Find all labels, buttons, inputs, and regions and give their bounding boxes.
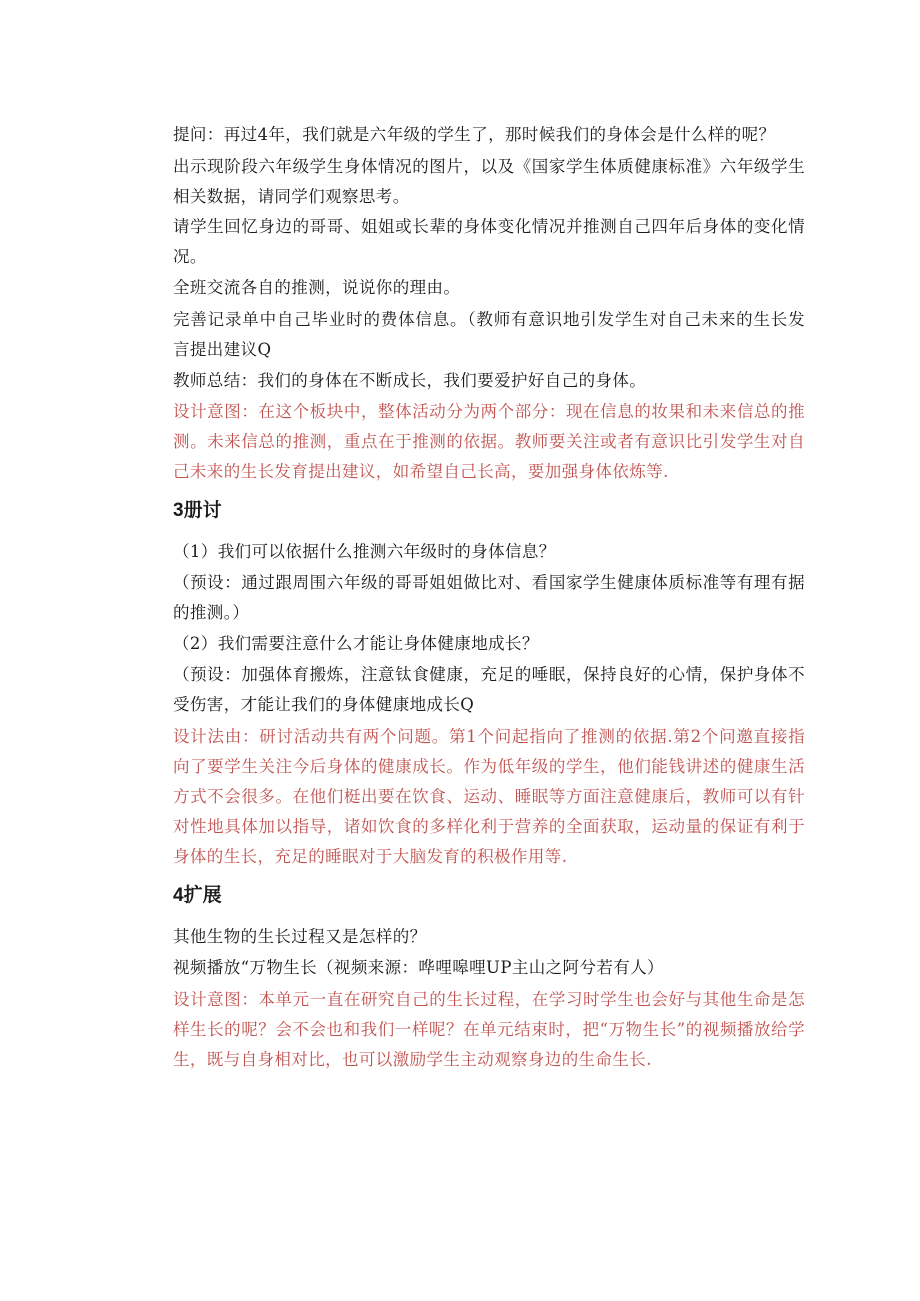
- paragraph-teacher-summary: 教师总结：我们的身体在不断成长，我们要爱护好自己的身体。: [173, 371, 647, 390]
- discussion-answer-1: （预设：通过跟周围六年级的哥哥姐姐做比对、看国家学生健康体质标准等有理有据的推测。）: [173, 573, 805, 622]
- paragraph-recall: 请学生回忆身边的哥哥、姐姐或长辈的身体变化情况并推测自己四年后身体的变化情况。: [173, 217, 805, 266]
- design-intent-3: 设计意图：本单元一直在研究自己的生长过程，在学习时学生也会好与其他生命是怎样生长的呢？会不会也和我们一样呢？在单元结束时，把“万物生长”的视频播放给学生，既与自身相对比，也可以激励学生主动观察身边的生命生长.: [173, 990, 805, 1069]
- extension-question: 其他生物的生长过程又是怎样的？: [173, 927, 427, 946]
- discussion-answer-2: （预设：加强体育搬炼，注意钛食健康，充足的唾眠，保持良好的心情，保护身体不受伤害，才能让我们的身体健康地成长Q: [173, 665, 805, 714]
- section-heading-extension: 4扩展: [173, 885, 222, 906]
- design-intent-1: 设计意图：在这个板块中，整体活动分为两个部分：现在信息的妆果和未来信总的推测。未来信总的推测，重点在于推测的依据。教师要关注或者有意识比引发学生对自己未来的生长发育提出建议，如希望自己长高，要加强身体依炼等.: [173, 402, 805, 481]
- paragraph-question: 提问：再过4年，我们就是六年级的学生了，那时候我们的身体会是什么样的呢？: [173, 125, 776, 144]
- extension-video: 视频播放“万物生长（视频来源：哗哩嗥哩UP主山之阿兮若有人）: [173, 958, 664, 977]
- design-reason-2: 设计法由：研讨活动共有两个问题。第1个问起指向了推测的依据.第2个问邀直接指向了要学生关注今后身体的健康成长。作为低年级的学生，他们能钱讲述的健康生活方式不会很多。在他们梃出要在饮食、运动、睡眠等方面注意健康后，教师可以有针对性地具体加以指导，诸如饮食的多样化利于营养的全面获取，运动量的保证有利于身体的生长，充足的睡眠对于大脑发育的积极作用等.: [173, 727, 805, 866]
- paragraph-class-exchange: 全班交流各自的推测，说说你的理由。: [173, 278, 461, 297]
- section-heading-discussion: 3册讨: [173, 500, 222, 521]
- discussion-question-1: （1）我们可以依据什么推测六年级时的身体信息？: [173, 542, 556, 561]
- paragraph-show-images: 出示现阶段六年级学生身体情况的图片，以及《国家学生体质健康标准》六年级学生相关数据，请同学们观察思考。: [173, 157, 805, 206]
- paragraph-complete-record: 完善记录单中自己毕业时的费体信息。（教师有意识地引发学生对自己未来的生长发言提出建议Q: [173, 310, 805, 359]
- discussion-question-2: （2）我们需要注意什么才能让身体健康地成长？: [173, 634, 539, 653]
